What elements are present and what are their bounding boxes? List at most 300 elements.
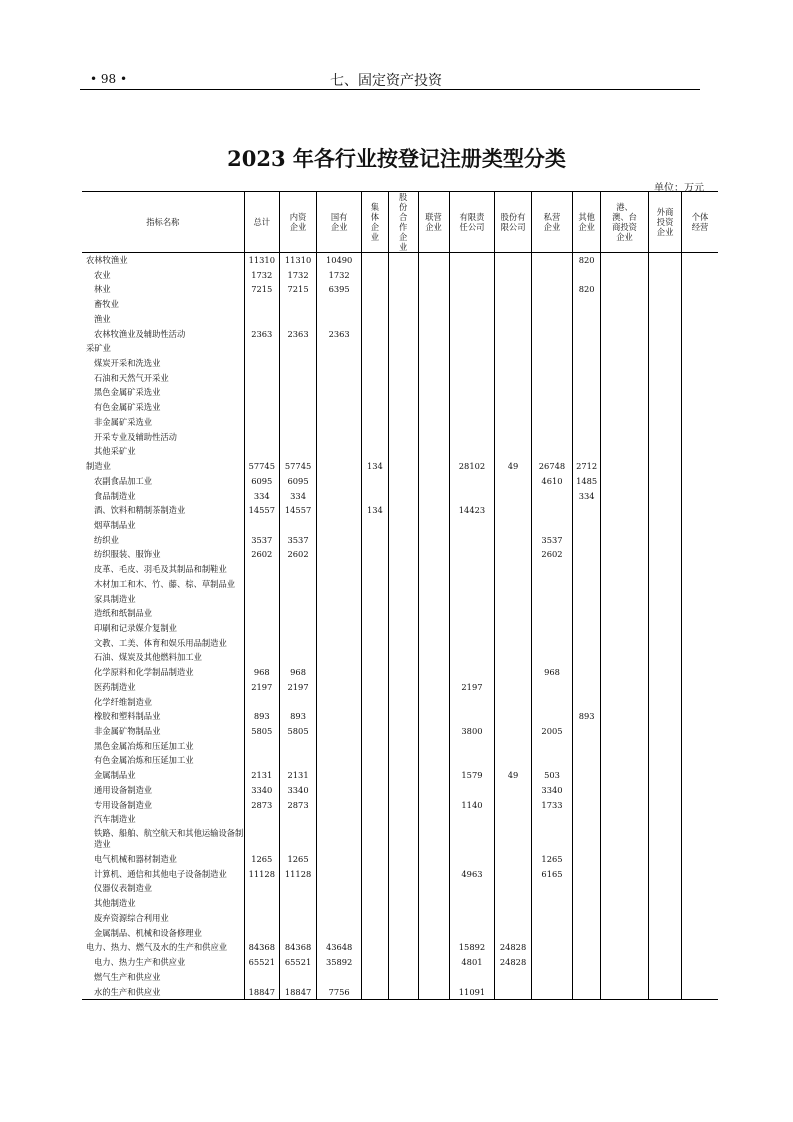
row-label: 金属制品、机械和设备修理业 [94,927,202,938]
cell-llc: 4801 [449,955,495,970]
cell-llc [449,783,495,798]
cell-joint [418,518,449,533]
cell-other: 893 [573,709,601,724]
cell-state [317,695,362,710]
cell-state [317,562,362,577]
cell-individual [682,312,718,327]
cell-private: 3537 [531,533,573,548]
cell-other [573,812,601,827]
cell-coop [388,400,418,415]
col-header-collective-label: 集体企业 [370,202,380,242]
cell-state [317,489,362,504]
cell-collective [362,724,389,739]
cell-other [573,695,601,710]
cell-total: 3537 [244,533,279,548]
cell-hmt [601,371,649,386]
row-label: 农业 [94,269,111,280]
cell-total: 2197 [244,680,279,695]
cell-joint [418,356,449,371]
cell-collective [362,970,389,985]
cell-individual [682,562,718,577]
row-label: 汽车制造业 [94,814,136,825]
row-label: 采矿业 [86,343,111,354]
cell-individual [682,926,718,941]
cell-domestic: 893 [279,709,316,724]
cell-llc [449,371,495,386]
cell-state [317,896,362,911]
cell-collective [362,547,389,562]
cell-other: 1485 [573,474,601,489]
table-row [82,430,718,445]
row-label: 渔业 [94,313,111,324]
cell-other [573,606,601,621]
cell-private: 1265 [531,852,573,867]
cell-coop [388,533,418,548]
cell-hmt [601,444,649,459]
cell-total: 893 [244,709,279,724]
cell-share [495,827,531,852]
cell-joint [418,327,449,342]
cell-hmt [601,533,649,548]
cell-coop [388,940,418,955]
cell-total: 65521 [244,955,279,970]
cell-collective [362,474,389,489]
cell-coop [388,852,418,867]
cell-foreign [649,341,682,356]
cell-coop [388,430,418,445]
row-label: 黑色金属矿采选业 [94,387,161,398]
cell-coop [388,695,418,710]
cell-llc [449,444,495,459]
cell-foreign [649,606,682,621]
cell-hmt [601,955,649,970]
cell-joint [418,606,449,621]
cell-coop [388,606,418,621]
cell-joint [418,385,449,400]
cell-llc [449,297,495,312]
cell-share [495,489,531,504]
cell-individual [682,985,718,1000]
cell-domestic [279,371,316,386]
cell-coop [388,970,418,985]
cell-share [495,783,531,798]
cell-hmt [601,926,649,941]
cell-share [495,970,531,985]
table-row [82,812,718,827]
table-row [82,940,718,955]
cell-joint [418,268,449,283]
cell-share [495,503,531,518]
row-label: 橡胶和塑料制品业 [94,711,161,722]
cell-hmt [601,341,649,356]
cell-share [495,753,531,768]
col-header-domestic-label: 内资企业 [289,212,307,232]
table-row [82,867,718,882]
table-row [82,724,718,739]
cell-joint [418,400,449,415]
cell-joint [418,312,449,327]
table-row [82,650,718,665]
table-row [82,327,718,342]
table-row [82,474,718,489]
cell-state [317,724,362,739]
cell-collective [362,926,389,941]
cell-coop [388,680,418,695]
cell-total [244,518,279,533]
cell-individual [682,753,718,768]
cell-share [495,415,531,430]
cell-collective [362,695,389,710]
cell-other [573,724,601,739]
row-label: 酒、饮料和精制茶制造业 [94,505,186,516]
cell-hmt [601,798,649,813]
cell-coop [388,985,418,1000]
cell-foreign [649,518,682,533]
cell-hmt [601,783,649,798]
cell-domestic [279,415,316,430]
table-row [82,636,718,651]
cell-joint [418,533,449,548]
cell-individual [682,768,718,783]
cell-share [495,518,531,533]
cell-private: 6165 [531,867,573,882]
table-row [82,606,718,621]
cell-domestic [279,695,316,710]
cell-state [317,533,362,548]
cell-share [495,812,531,827]
cell-joint [418,636,449,651]
cell-total [244,371,279,386]
cell-llc: 1579 [449,768,495,783]
cell-collective [362,896,389,911]
cell-private [531,911,573,926]
cell-individual [682,940,718,955]
cell-individual [682,489,718,504]
row-label: 通用设备制造业 [94,784,153,795]
cell-foreign [649,827,682,852]
cell-individual [682,724,718,739]
cell-hmt [601,282,649,297]
cell-joint [418,577,449,592]
cell-coop [388,547,418,562]
cell-joint [418,459,449,474]
cell-domestic [279,621,316,636]
row-label: 制造业 [86,461,111,472]
cell-individual [682,636,718,651]
cell-coop [388,459,418,474]
cell-share [495,268,531,283]
cell-joint [418,371,449,386]
table-row [82,253,718,268]
cell-individual [682,474,718,489]
cell-domestic: 2602 [279,547,316,562]
row-label: 畜牧业 [94,299,119,310]
cell-collective [362,577,389,592]
cell-collective [362,798,389,813]
cell-llc [449,852,495,867]
cell-other [573,503,601,518]
cell-hmt [601,695,649,710]
cell-private [531,503,573,518]
cell-domestic: 6095 [279,474,316,489]
cell-other [573,852,601,867]
cell-hmt [601,385,649,400]
cell-individual [682,798,718,813]
cell-total [244,621,279,636]
cell-foreign [649,327,682,342]
cell-total: 1732 [244,268,279,283]
cell-coop [388,518,418,533]
cell-total [244,896,279,911]
cell-share [495,606,531,621]
row-label: 水的生产和供应业 [82,985,244,1000]
cell-hmt [601,327,649,342]
cell-foreign [649,356,682,371]
cell-collective [362,518,389,533]
cell-coop [388,798,418,813]
cell-state [317,385,362,400]
cell-total [244,385,279,400]
cell-collective [362,709,389,724]
row-label: 非金属矿物制品业 [94,726,161,736]
cell-state [317,926,362,941]
cell-share [495,297,531,312]
cell-state [317,356,362,371]
cell-private [531,970,573,985]
col-header-total-label: 总计 [253,217,271,227]
cell-other [573,415,601,430]
cell-other [573,371,601,386]
cell-foreign [649,940,682,955]
cell-share [495,709,531,724]
cell-joint [418,827,449,852]
table-row [82,665,718,680]
cell-individual [682,400,718,415]
cell-hmt [601,459,649,474]
cell-individual [682,621,718,636]
table-row [82,768,718,783]
cell-foreign [649,621,682,636]
cell-llc [449,827,495,852]
cell-share [495,400,531,415]
cell-domestic: 11310 [279,253,316,268]
cell-hmt [601,881,649,896]
cell-llc: 15892 [449,940,495,955]
cell-foreign [649,724,682,739]
row-label: 化学原料和化学制品制造业 [94,667,194,678]
cell-domestic [279,812,316,827]
cell-coop [388,253,418,268]
cell-joint [418,341,449,356]
cell-total: 57745 [244,459,279,474]
cell-private [531,385,573,400]
cell-other [573,444,601,459]
cell-foreign [649,312,682,327]
table-row [82,268,718,283]
cell-total: 6095 [244,474,279,489]
cell-individual [682,430,718,445]
cell-individual [682,547,718,562]
col-header-domestic [279,192,316,253]
cell-domestic: 84368 [279,940,316,955]
cell-state [317,444,362,459]
cell-domestic: 2873 [279,798,316,813]
cell-hmt [601,665,649,680]
cell-individual [682,867,718,882]
cell-hmt [601,940,649,955]
cell-private [531,327,573,342]
cell-other [573,753,601,768]
cell-share [495,533,531,548]
cell-joint [418,562,449,577]
cell-hmt [601,650,649,665]
cell-joint [418,695,449,710]
col-header-state-label: 国有企业 [330,212,348,232]
cell-share [495,665,531,680]
cell-state [317,812,362,827]
row-label: 仪器仪表制造业 [94,883,153,894]
cell-hmt [601,562,649,577]
cell-collective [362,768,389,783]
cell-coop [388,489,418,504]
cell-llc [449,474,495,489]
cell-coop [388,415,418,430]
cell-individual [682,268,718,283]
cell-coop [388,739,418,754]
cell-collective [362,783,389,798]
cell-coop [388,827,418,852]
cell-coop [388,724,418,739]
cell-collective [362,356,389,371]
cell-llc [449,577,495,592]
col-header-other-label: 其他企业 [578,212,595,232]
cell-state [317,415,362,430]
cell-joint [418,812,449,827]
cell-domestic [279,356,316,371]
cell-foreign [649,812,682,827]
cell-private [531,489,573,504]
cell-domestic: 334 [279,489,316,504]
row-label: 废弃资源综合利用业 [94,912,169,923]
cell-coop [388,753,418,768]
cell-joint [418,253,449,268]
cell-collective [362,444,389,459]
cell-total [244,812,279,827]
cell-individual [682,459,718,474]
cell-individual [682,282,718,297]
cell-coop [388,297,418,312]
cell-share [495,650,531,665]
cell-coop [388,768,418,783]
cell-total: 14557 [244,503,279,518]
section-title: 七、固定资产投资 [330,73,442,89]
cell-state [317,592,362,607]
table-row [82,621,718,636]
cell-other [573,680,601,695]
cell-private [531,680,573,695]
cell-hmt [601,430,649,445]
table-row [82,282,718,297]
cell-state [317,547,362,562]
cell-llc [449,606,495,621]
cell-joint [418,709,449,724]
cell-individual [682,327,718,342]
cell-other [573,911,601,926]
cell-total [244,356,279,371]
cell-share [495,444,531,459]
table-row [82,695,718,710]
cell-foreign [649,798,682,813]
cell-share [495,547,531,562]
cell-individual [682,665,718,680]
cell-total: 2131 [244,768,279,783]
cell-collective [362,680,389,695]
cell-foreign [649,955,682,970]
cell-collective [362,592,389,607]
cell-private [531,606,573,621]
cell-llc [449,650,495,665]
cell-foreign [649,385,682,400]
cell-share [495,680,531,695]
cell-hmt [601,753,649,768]
cell-total [244,415,279,430]
cell-collective [362,253,389,268]
cell-hmt [601,852,649,867]
cell-state [317,371,362,386]
cell-collective [362,985,389,1000]
cell-private [531,430,573,445]
cell-domestic [279,444,316,459]
cell-hmt [601,827,649,852]
cell-joint [418,896,449,911]
cell-domestic: 1265 [279,852,316,867]
cell-other [573,985,601,1000]
cell-foreign [649,459,682,474]
cell-total [244,881,279,896]
cell-llc [449,695,495,710]
cell-individual [682,533,718,548]
cell-other [573,926,601,941]
cell-llc [449,385,495,400]
cell-private [531,415,573,430]
cell-coop [388,926,418,941]
row-label: 煤炭开采和洗选业 [94,358,161,369]
row-label: 铁路、船舶、航空航天和其他运输设备制造业 [94,828,244,850]
table-row [82,896,718,911]
cell-other [573,768,601,783]
cell-llc [449,753,495,768]
cell-llc [449,881,495,896]
cell-llc [449,356,495,371]
table-row [82,562,718,577]
table-row [82,592,718,607]
cell-domestic: 968 [279,665,316,680]
cell-foreign [649,415,682,430]
cell-coop [388,341,418,356]
cell-hmt [601,415,649,430]
cell-share [495,356,531,371]
cell-total [244,695,279,710]
row-label: 农副食品加工业 [94,475,153,486]
cell-coop [388,562,418,577]
cell-domestic [279,739,316,754]
cell-joint [418,592,449,607]
cell-other [573,312,601,327]
cell-domestic: 14557 [279,503,316,518]
cell-foreign [649,297,682,312]
cell-state [317,680,362,695]
cell-domestic: 18847 [279,985,316,1000]
